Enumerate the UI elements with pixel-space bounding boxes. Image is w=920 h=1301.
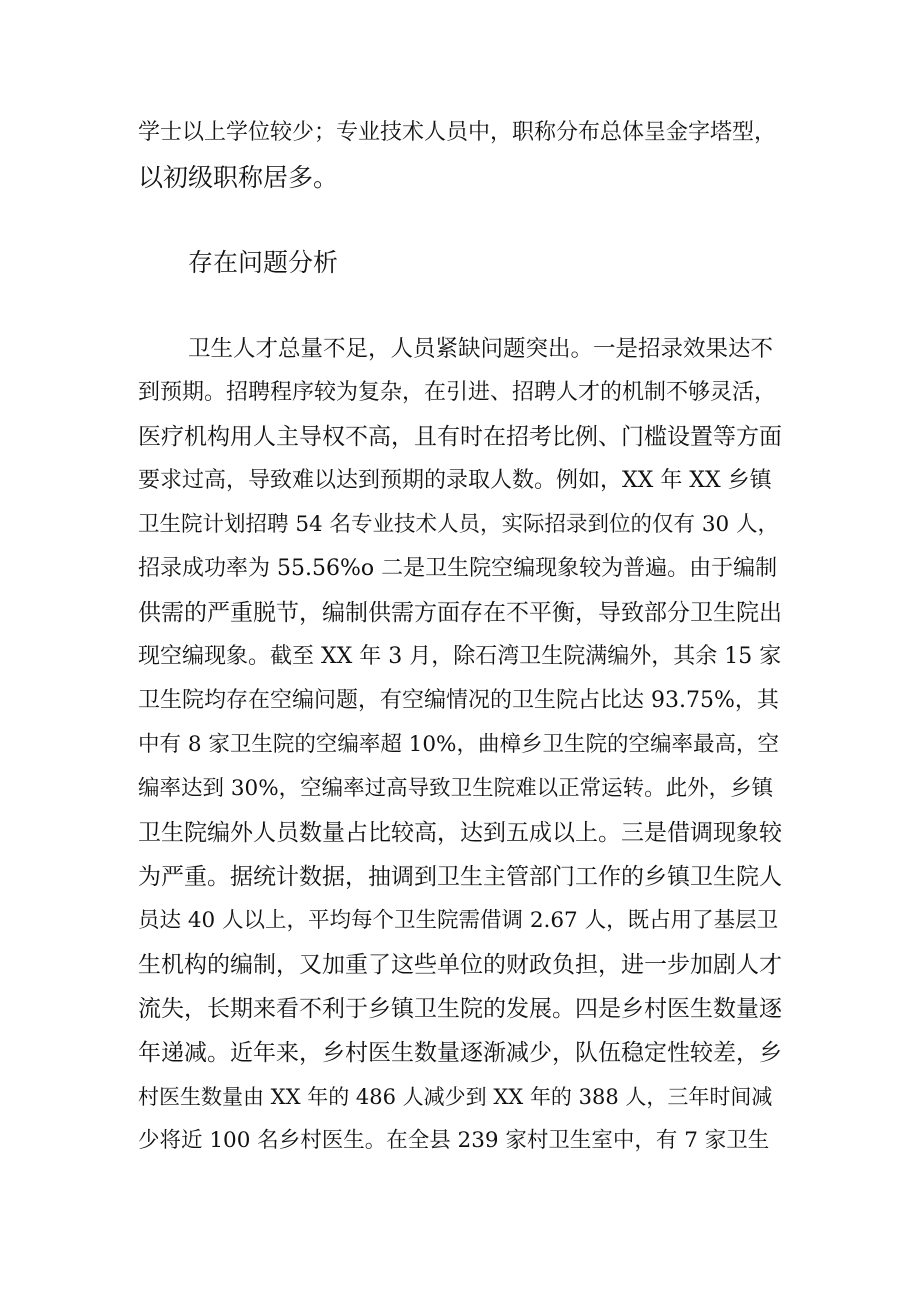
- body-line-6: 招录成功率为 55.56%o 二是卫生院空编现象较为普遍。由于编制: [138, 556, 778, 581]
- body-line-4: 要求过高，导致难以达到预期的录取人数。例如，XX 年 XX 乡镇: [138, 468, 772, 493]
- body-line-19: 少将近 100 名乡村医生。在全县 239 家村卫生室中，有 7 家卫生: [138, 1128, 770, 1153]
- body-line-8: 现空编现象。截至 XX 年 3 月，除石湾卫生院满编外，其余 15 家: [138, 644, 782, 669]
- body-line-1: 卫生人才总量不足，人员紧缺问题突出。一是招录效果达不: [188, 336, 774, 362]
- body-line-7: 供需的严重脱节，编制供需方面存在不平衡，导致部分卫生院出: [138, 600, 782, 626]
- body-line-12: 卫生院编外人员数量占比较高，达到五成以上。三是借调现象较: [138, 820, 782, 846]
- intro-line-1: 学士以上学位较少；专业技术人员中，职称分布总体呈金字塔型，: [138, 120, 777, 145]
- section-heading: 存在问题分析: [188, 248, 339, 277]
- body-line-18: 村医生数量由 XX 年的 486 人减少到 XX 年的 388 人，三年时间减: [138, 1085, 773, 1109]
- body-line-3: 医疗机构用人主导权不高，且有时在招考比例、门槛设置等方面: [138, 424, 782, 450]
- body-line-9: 卫生院均存在空编问题，有空编情况的卫生院占比达 93.75%，其: [138, 688, 779, 713]
- body-line-16: 流失，长期来看不利于乡镇卫生院的发展。四是乡村医生数量逐: [138, 996, 782, 1022]
- body-line-5: 卫生院计划招聘 54 名专业技术人员，实际招录到位的仅有 30 人，: [138, 512, 780, 537]
- body-line-10: 中有 8 家卫生院的空编率超 10%，曲樟乡卫生院的空编率最高，空: [138, 732, 779, 757]
- body-line-2: 到预期。招聘程序较为复杂，在引进、招聘人才的机制不够灵活，: [138, 380, 777, 405]
- intro-line-2: 以初级职称居多。: [138, 163, 339, 192]
- body-line-11: 编率达到 30%，空编率过高导致卫生院难以正常运转。此外，乡镇: [138, 776, 774, 801]
- body-line-13: 为严重。据统计数据，抽调到卫生主管部门工作的乡镇卫生院人: [138, 864, 782, 890]
- body-line-14: 员达 40 人以上，平均每个卫生院需借调 2.67 人，既占用了基层卫: [138, 908, 779, 933]
- body-line-15: 生机构的编制，又加重了这些单位的财政负担，进一步加剧人才: [138, 952, 782, 978]
- body-line-17: 年递减。近年来，乡村医生数量逐渐减少，队伍稳定性较差，乡: [138, 1040, 782, 1066]
